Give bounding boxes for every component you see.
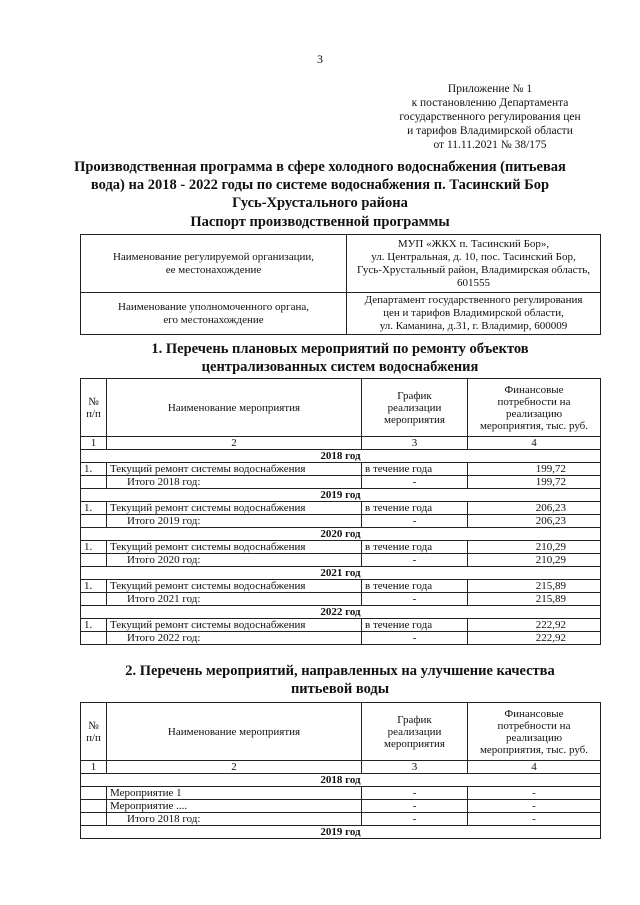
total-schedule: - — [362, 813, 468, 826]
year-label: 2018 год — [81, 450, 601, 463]
year-label: 2021 год — [81, 567, 601, 580]
table-index-row — [81, 437, 601, 450]
row-num — [81, 800, 107, 813]
year-label: 2018 год — [81, 774, 601, 787]
row-name: Текущий ремонт системы водоснабжения — [107, 502, 362, 515]
index-cell: 2 — [107, 761, 362, 774]
total-schedule: - — [362, 593, 468, 606]
row-num — [81, 554, 107, 567]
appendix-line: от 11.11.2021 № 38/175 — [433, 139, 547, 151]
passport-heading: Паспорт производственной программы — [190, 214, 450, 230]
total-label: Итого 2021 год: — [107, 593, 362, 606]
total-label: Итого 2019 год: — [107, 515, 362, 528]
passport-value-line: Гусь-Хрустальный район, Владимирская область, — [356, 263, 591, 276]
total-label: Итого 2022 год: — [107, 632, 362, 645]
col-num-header: № п/п — [81, 379, 107, 437]
total-schedule: - — [362, 476, 468, 489]
col-name-header: Наименование мероприятия — [107, 703, 362, 761]
total-row — [81, 515, 601, 528]
year-row — [81, 450, 601, 463]
table-header-row — [81, 379, 601, 437]
passport-label — [81, 235, 347, 293]
total-row — [81, 632, 601, 645]
document-title — [60, 158, 580, 212]
page-number: 3 — [317, 52, 323, 66]
year-label: 2022 год — [81, 606, 601, 619]
total-amount: 206,23 — [468, 515, 601, 528]
table-row — [81, 541, 601, 554]
row-amount: 206,23 — [468, 502, 601, 515]
row-schedule: - — [362, 800, 468, 813]
appendix-line: Приложение № 1 — [447, 83, 533, 95]
section1-title — [80, 340, 600, 376]
passport-value-line: МУП «ЖКХ п. Тасинский Бор», — [397, 237, 550, 250]
total-schedule: - — [362, 554, 468, 567]
year-row — [81, 489, 601, 502]
row-schedule: - — [362, 787, 468, 800]
index-cell: 3 — [362, 437, 468, 450]
row-amount: 222,92 — [468, 619, 601, 632]
index-cell: 1 — [81, 437, 107, 450]
table-row — [81, 619, 601, 632]
section2-title — [80, 662, 600, 698]
year-label: 2019 год — [81, 826, 601, 839]
passport-value-line: ул. Центральная, д. 10, пос. Тасинский Бор, — [371, 250, 576, 263]
row-num: 1. — [81, 580, 107, 593]
year-row — [81, 826, 601, 839]
index-cell: 2 — [107, 437, 362, 450]
total-schedule: - — [362, 515, 468, 528]
total-amount: 215,89 — [468, 593, 601, 606]
total-label: Итого 2020 год: — [107, 554, 362, 567]
row-num: 1. — [81, 463, 107, 476]
row-num: 1. — [81, 619, 107, 632]
index-cell: 1 — [81, 761, 107, 774]
year-row — [81, 567, 601, 580]
row-num — [81, 632, 107, 645]
appendix-line: к постановлению Департамента — [411, 97, 569, 109]
section2-table — [80, 702, 601, 839]
row-name: Текущий ремонт системы водоснабжения — [107, 541, 362, 554]
total-row — [81, 554, 601, 567]
row-amount: - — [468, 787, 601, 800]
table-row — [81, 787, 601, 800]
table-row — [81, 502, 601, 515]
section-title-line: 1. Перечень плановых мероприятий по ремонту объектов — [151, 341, 529, 357]
index-cell: 4 — [468, 437, 601, 450]
table-index-row — [81, 761, 601, 774]
total-amount: - — [468, 813, 601, 826]
total-row — [81, 813, 601, 826]
table-row — [81, 463, 601, 476]
table-header-row — [81, 703, 601, 761]
passport-label-line: ее местонахождение — [165, 263, 262, 276]
year-row — [81, 528, 601, 541]
section1-table — [80, 378, 601, 645]
row-amount: 199,72 — [468, 463, 601, 476]
appendix-line: и тарифов Владимирской области — [407, 125, 573, 137]
row-num — [81, 593, 107, 606]
row-num — [81, 787, 107, 800]
row-name: Текущий ремонт системы водоснабжения — [107, 619, 362, 632]
col-schedule-header: График реализации мероприятия — [362, 703, 468, 761]
row-amount: 215,89 — [468, 580, 601, 593]
passport-value — [347, 235, 601, 293]
passport-label — [81, 293, 347, 335]
table-row — [81, 800, 601, 813]
index-cell: 3 — [362, 761, 468, 774]
year-label: 2020 год — [81, 528, 601, 541]
title-line: Гусь-Хрустального района — [232, 195, 408, 211]
row-name: Мероприятие .... — [107, 800, 362, 813]
row-num: 1. — [81, 502, 107, 515]
appendix-note — [360, 82, 620, 152]
row-num — [81, 813, 107, 826]
section-title-line: питьевой воды — [290, 681, 390, 697]
total-schedule: - — [362, 632, 468, 645]
title-line: вода) на 2018 - 2022 годы по системе водоснабжения п. Тасинский Бор — [90, 177, 550, 193]
passport-value — [347, 293, 601, 335]
row-schedule: в течение года — [362, 541, 468, 554]
total-row — [81, 593, 601, 606]
passport-label-line: его местонахождение — [163, 313, 264, 326]
total-amount: 222,92 — [468, 632, 601, 645]
row-amount: - — [468, 800, 601, 813]
col-schedule-header: График реализации мероприятия — [362, 379, 468, 437]
passport-value-line: Департамент государственного регулирования — [364, 294, 583, 306]
passport-label-line: Наименование уполномоченного органа, — [118, 300, 309, 313]
year-label: 2019 год — [81, 489, 601, 502]
col-finance-header: Финансовые потребности на реализацию мероприятия, тыс. руб. — [468, 379, 601, 437]
passport-table — [80, 234, 601, 335]
table-row — [81, 580, 601, 593]
total-amount: 199,72 — [468, 476, 601, 489]
passport-value-line: цен и тарифов Владимирской области, — [383, 307, 564, 319]
year-row — [81, 606, 601, 619]
row-schedule: в течение года — [362, 619, 468, 632]
col-finance-header: Финансовые потребности на реализацию мероприятия, тыс. руб. — [468, 703, 601, 761]
passport-row-organization — [81, 235, 601, 293]
row-schedule: в течение года — [362, 502, 468, 515]
section-title-line: централизованных систем водоснабжения — [201, 359, 479, 375]
passport-value-line: ул. Каманина, д.31, г. Владимир, 600009 — [379, 320, 568, 332]
title-line: Производственная программа в сфере холодного водоснабжения (питьевая — [74, 159, 566, 175]
row-schedule: в течение года — [362, 463, 468, 476]
row-name: Мероприятие 1 — [107, 787, 362, 800]
passport-row-authority — [81, 293, 601, 335]
passport-value-line: 601555 — [457, 276, 490, 289]
total-label: Итого 2018 год: — [107, 813, 362, 826]
row-schedule: в течение года — [362, 580, 468, 593]
appendix-line: государственного регулирования цен — [399, 111, 581, 123]
row-num — [81, 476, 107, 489]
total-amount: 210,29 — [468, 554, 601, 567]
total-label: Итого 2018 год: — [107, 476, 362, 489]
col-name-header: Наименование мероприятия — [107, 379, 362, 437]
row-num — [81, 515, 107, 528]
row-name: Текущий ремонт системы водоснабжения — [107, 580, 362, 593]
total-row — [81, 476, 601, 489]
row-amount: 210,29 — [468, 541, 601, 554]
passport-label-line: Наименование регулируемой организации, — [112, 250, 315, 263]
section-title-line: 2. Перечень мероприятий, направленных на улучшение качества — [125, 663, 555, 679]
year-row — [81, 774, 601, 787]
row-num: 1. — [81, 541, 107, 554]
row-name: Текущий ремонт системы водоснабжения — [107, 463, 362, 476]
index-cell: 4 — [468, 761, 601, 774]
col-num-header: № п/п — [81, 703, 107, 761]
